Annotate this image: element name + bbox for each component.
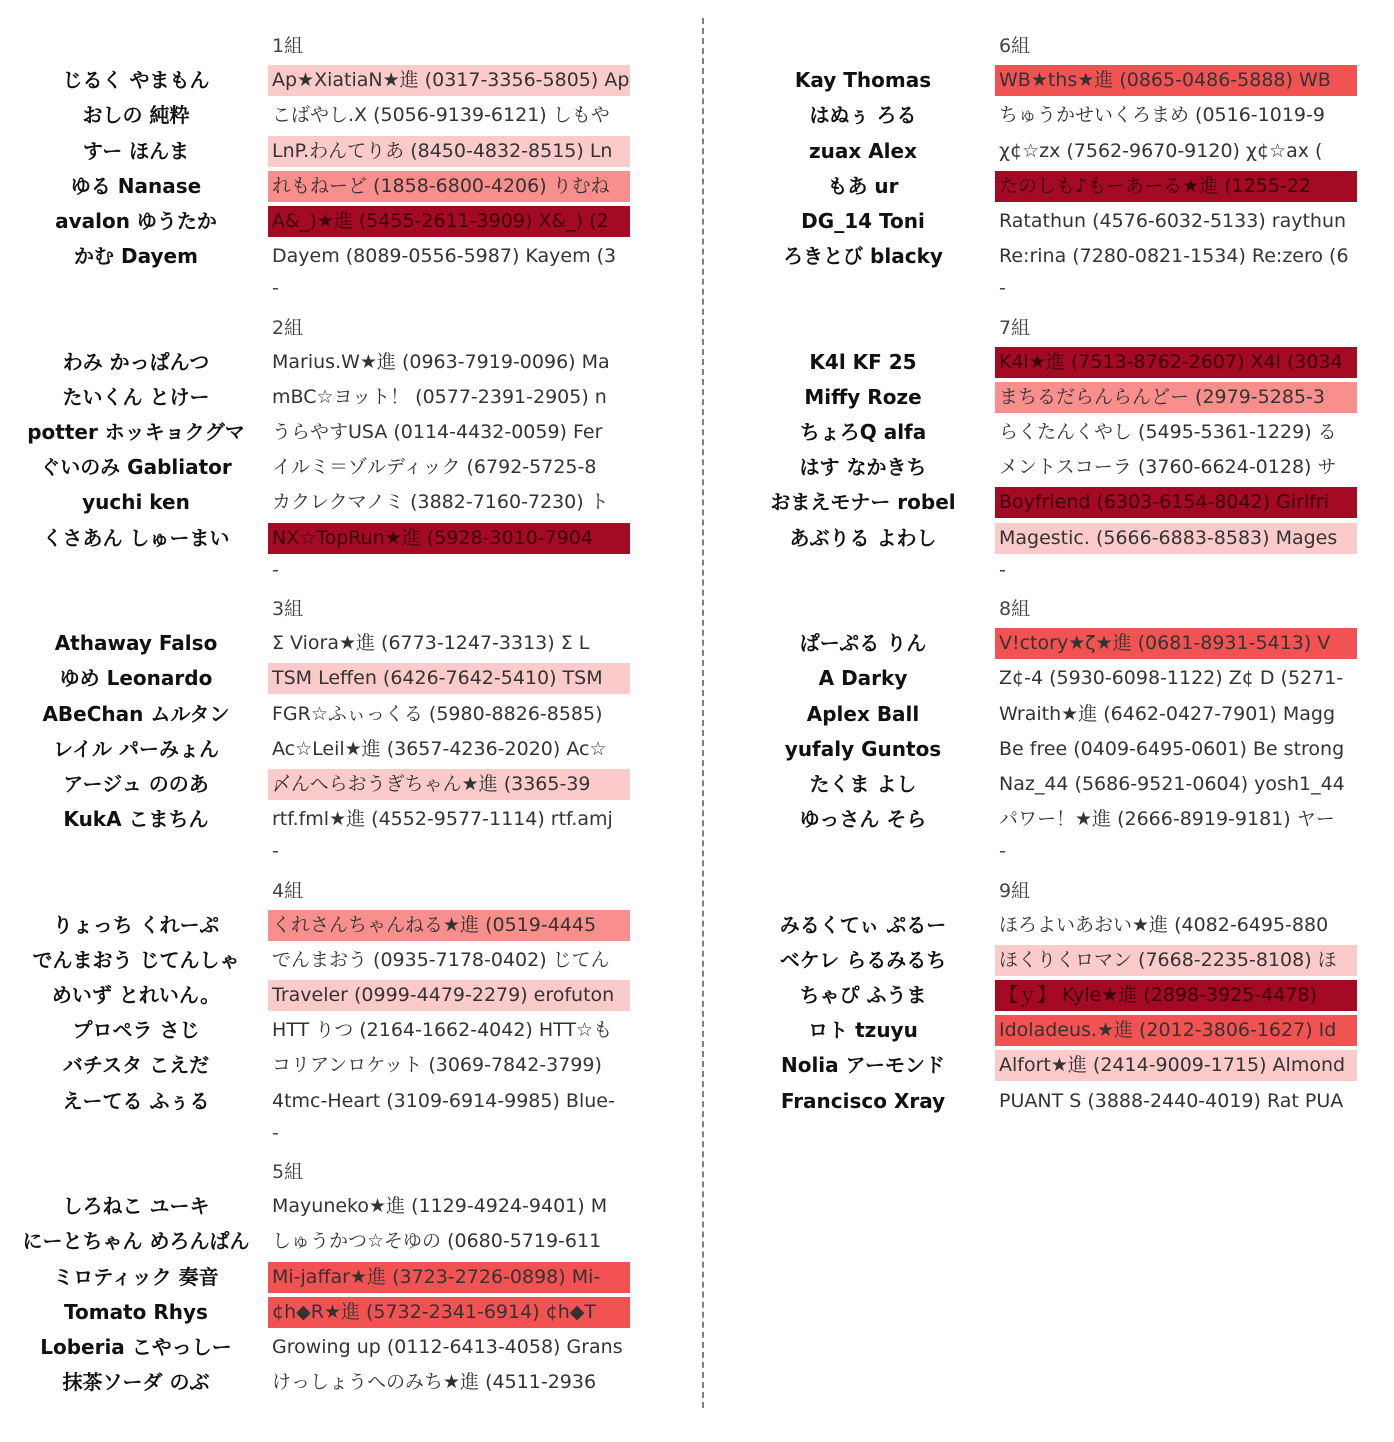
- separator-dash: -: [272, 277, 279, 300]
- player-name: ぱーぷる りん: [799, 631, 927, 656]
- player-detail: まちるだらんらんどー (2979-5285-3: [995, 382, 1357, 413]
- group-label: 4組: [272, 879, 304, 902]
- player-name: Tomato Rhys: [64, 1299, 208, 1324]
- player-name: しろねこ ユーキ: [62, 1194, 210, 1219]
- separator-dash: -: [999, 840, 1006, 863]
- player-detail: FGR☆ふぃっくる (5980-8826-8585): [272, 702, 603, 725]
- separator-dash: -: [999, 277, 1006, 300]
- player-name: めいず とれいん。: [51, 983, 221, 1008]
- player-name: potter ホッキョクグマ: [27, 420, 245, 445]
- group-label: 9組: [999, 879, 1031, 902]
- player-detail: しゅうかつ☆そゆの (0680-5719-611: [272, 1230, 602, 1253]
- player-detail: イルミ＝ゾルディック (6792-5725-8: [272, 456, 597, 479]
- player-detail: K4l★進 (7513-8762-2607) X4l (3034: [995, 347, 1357, 378]
- player-name: アージュ ののあ: [63, 771, 209, 796]
- player-detail: Ap★XiatiaN★進 (0317-3356-5805) Ap: [268, 65, 630, 96]
- player-detail: 4tmc-Heart (3109-6914-9985) Blue-: [272, 1089, 615, 1112]
- player-detail: こばやし.X (5056-9139-6121) しもや: [272, 104, 610, 127]
- player-detail: けっしょうへのみち★進 (4511-2936: [272, 1371, 597, 1394]
- player-detail: コリアンロケット (3069-7842-3799): [272, 1054, 602, 1077]
- separator-dash: -: [272, 840, 279, 863]
- player-detail: Wraith★進 (6462-0427-7901) Magg: [999, 702, 1336, 725]
- separator-dash: -: [999, 558, 1006, 581]
- player-detail: Mi-jaffar★進 (3723-2726-0898) Mi-: [268, 1262, 630, 1293]
- player-name: りょっち くれーぷ: [52, 912, 220, 937]
- player-detail: Mayuneko★進 (1129-4924-9401) M: [272, 1195, 608, 1218]
- player-detail: Naz_44 (5686-9521-0604) yosh1_44: [999, 772, 1345, 795]
- player-name: はぬぅ ろる: [809, 103, 917, 128]
- player-detail: たのしも♪もーあーる★進 (1255-22: [995, 171, 1357, 202]
- player-name: Aplex Ball: [806, 701, 920, 726]
- player-name: Loberia こやっしー: [40, 1334, 232, 1359]
- player-name: Kay Thomas: [794, 68, 932, 93]
- player-name: レイル パーみょん: [53, 736, 219, 761]
- group-label: 8組: [999, 598, 1031, 620]
- player-detail: Marius.W★進 (0963-7919-0096) Ma: [272, 350, 610, 373]
- player-name: バチスタ こえだ: [62, 1053, 210, 1078]
- player-detail: メントスコーラ (3760-6624-0128) サ: [999, 456, 1337, 479]
- player-detail: Dayem (8089-0556-5987) Kayem (3: [272, 245, 617, 268]
- player-detail: Ac☆Leil★進 (3657-4236-2020) Ac☆: [272, 737, 607, 760]
- player-detail: rtf.fml★進 (4552-9577-1114) rtf.amj: [272, 808, 613, 831]
- player-detail: NX☆TopRun★進 (5928-3010-7904: [268, 523, 630, 554]
- player-name: にーとちゃん めろんぱん: [22, 1229, 250, 1254]
- player-name: たくま よし: [809, 771, 917, 796]
- player-detail: ほくりくロマン (7668-2235-8108) ほ: [995, 945, 1357, 976]
- player-name: ちゃぴ ふうま: [799, 983, 927, 1008]
- player-detail: うらやすUSA (0114-4432-0059) Fer: [272, 421, 603, 444]
- player-detail: HTT りつ (2164-1662-4042) HTT☆も: [272, 1019, 613, 1042]
- player-detail: TSM Leffen (6426-7642-5410) TSM: [268, 663, 630, 694]
- player-name: yufaly Guntos: [784, 736, 942, 761]
- player-detail: カクレクマノミ (3882-7160-7230) ト: [272, 491, 609, 514]
- player-name: ABeChan ムルタン: [42, 701, 230, 726]
- player-detail: A&_)★進 (5455-2611-3909) X&_) (2: [268, 206, 630, 237]
- player-detail: パワー！★進 (2666-8919-9181) ヤー: [999, 808, 1335, 831]
- player-name: yuchi ken: [82, 490, 190, 515]
- player-name: はす なかきち: [799, 455, 927, 480]
- group-label: 3組: [272, 598, 304, 620]
- group-label: 1組: [272, 35, 304, 57]
- player-name: A Darky: [818, 666, 908, 691]
- player-detail: WB★ths★進 (0865-0486-5888) WB: [995, 65, 1357, 96]
- player-name: ミロティック 奏音: [53, 1264, 219, 1289]
- player-name: zuax Alex: [808, 138, 918, 163]
- player-detail: くれさんちゃんねる★進 (0519-4445: [268, 910, 630, 941]
- player-name: もあ ur: [827, 173, 899, 198]
- player-detail: Be free (0409-6495-0601) Be strong: [999, 737, 1345, 760]
- player-name: 抹茶ソーダ のぶ: [62, 1370, 210, 1395]
- player-name: Francisco Xray: [780, 1088, 946, 1113]
- player-name: avalon ゆうたか: [55, 208, 217, 233]
- player-name: おしの 純粋: [82, 103, 190, 128]
- player-name: みるくてぃ ぷるー: [779, 912, 947, 937]
- player-detail: PUANT S (3888-2440-4019) Rat PUA: [999, 1089, 1344, 1112]
- player-detail: Traveler (0999-4479-2279) erofuton: [268, 980, 630, 1011]
- player-detail: ¢h◆R★進 (5732-2341-6914) ¢h◆T: [268, 1297, 630, 1328]
- player-name: プロペラ さじ: [72, 1018, 200, 1043]
- player-detail: らくたんくやし (5495-5361-1229) る: [999, 421, 1337, 444]
- player-detail: Re:rina (7280-0821-1534) Re:zero (6: [999, 245, 1349, 268]
- player-detail: Magestic. (5666-6883-8583) Mages: [995, 523, 1357, 554]
- player-name: ゆっさん そら: [799, 807, 927, 832]
- player-name: Athaway Falso: [54, 631, 218, 656]
- player-detail: LnP.わんてりあ (8450-4832-8515) Ln: [268, 136, 630, 167]
- group-label: 6組: [999, 35, 1031, 57]
- player-detail: Z¢-4 (5930-6098-1122) Z¢ D (5271-: [999, 667, 1344, 690]
- player-name: くさあん しゅーまい: [42, 525, 230, 550]
- player-name: わみ かっぱんつ: [62, 349, 210, 374]
- player-detail: でんまおう (0935-7178-0402) じてん: [272, 948, 610, 971]
- player-detail: ほろよいあおい★進 (4082-6495-880: [999, 913, 1329, 936]
- column-divider: [702, 18, 704, 1408]
- player-name: すー ほんま: [82, 138, 190, 163]
- player-name: でんまおう じてんしゃ: [32, 947, 240, 972]
- player-name: Miffy Roze: [804, 384, 922, 409]
- player-name: あぶりる よわし: [789, 525, 937, 550]
- player-name: ベケレ らるみるち: [779, 947, 947, 972]
- player-name: Nolia アーモンド: [780, 1053, 946, 1078]
- player-detail: れもねーど (1858-6800-4206) りむね: [268, 171, 630, 202]
- player-name: たいくん とけー: [62, 384, 210, 409]
- player-detail: ちゅうかせいくろまめ (0516-1019-9: [999, 104, 1325, 127]
- separator-dash: -: [272, 558, 279, 581]
- player-name: DG_14 Toni: [801, 208, 925, 233]
- group-label: 2組: [272, 316, 304, 339]
- player-name: ゆる Nanase: [70, 173, 202, 198]
- player-detail: mBC☆ヨット！ (0577-2391-2905) n: [272, 385, 607, 408]
- group-label: 7組: [999, 316, 1031, 339]
- player-detail: Ratathun (4576-6032-5133) raythun: [999, 209, 1347, 232]
- group-label: 5組: [272, 1161, 304, 1183]
- player-name: えーてる ふぅる: [62, 1088, 210, 1113]
- player-detail: 【ｙ】 Kyle★進 (2898-3925-4478): [995, 980, 1357, 1011]
- player-name: ゆめ Leonardo: [59, 666, 213, 691]
- player-name: ロト tzuyu: [808, 1018, 918, 1043]
- player-name: おまえモナー robel: [770, 490, 956, 515]
- player-detail: Growing up (0112-6413-4058) Grans: [272, 1335, 623, 1358]
- player-detail: 〆んへらおうぎちゃん★進 (3365-39: [268, 769, 630, 800]
- player-name: かむ Dayem: [74, 244, 198, 269]
- player-detail: χ¢☆zx (7562-9670-9120) χ¢☆ax (: [999, 139, 1323, 162]
- player-name: ちょろQ alfa: [799, 420, 927, 445]
- player-name: じるく やまもん: [62, 68, 210, 93]
- player-detail: V!ctory★ζ★進 (0681-8931-5413) V: [995, 628, 1357, 659]
- player-detail: Σ Viora★進 (6773-1247-3313) Σ L: [272, 632, 590, 655]
- player-name: K4l KF 25: [809, 349, 917, 374]
- player-name: ろきとび blacky: [783, 244, 943, 269]
- player-detail: Idoladeus.★進 (2012-3806-1627) Id: [995, 1015, 1357, 1046]
- separator-dash: -: [272, 1121, 279, 1144]
- player-detail: Boyfriend (6303-6154-8042) Girlfri: [995, 487, 1357, 518]
- player-detail: Alfort★進 (2414-9009-1715) Almond: [995, 1050, 1357, 1081]
- player-name: KukA こまちん: [63, 807, 209, 832]
- player-name: ぐいのみ Gabliator: [40, 455, 232, 480]
